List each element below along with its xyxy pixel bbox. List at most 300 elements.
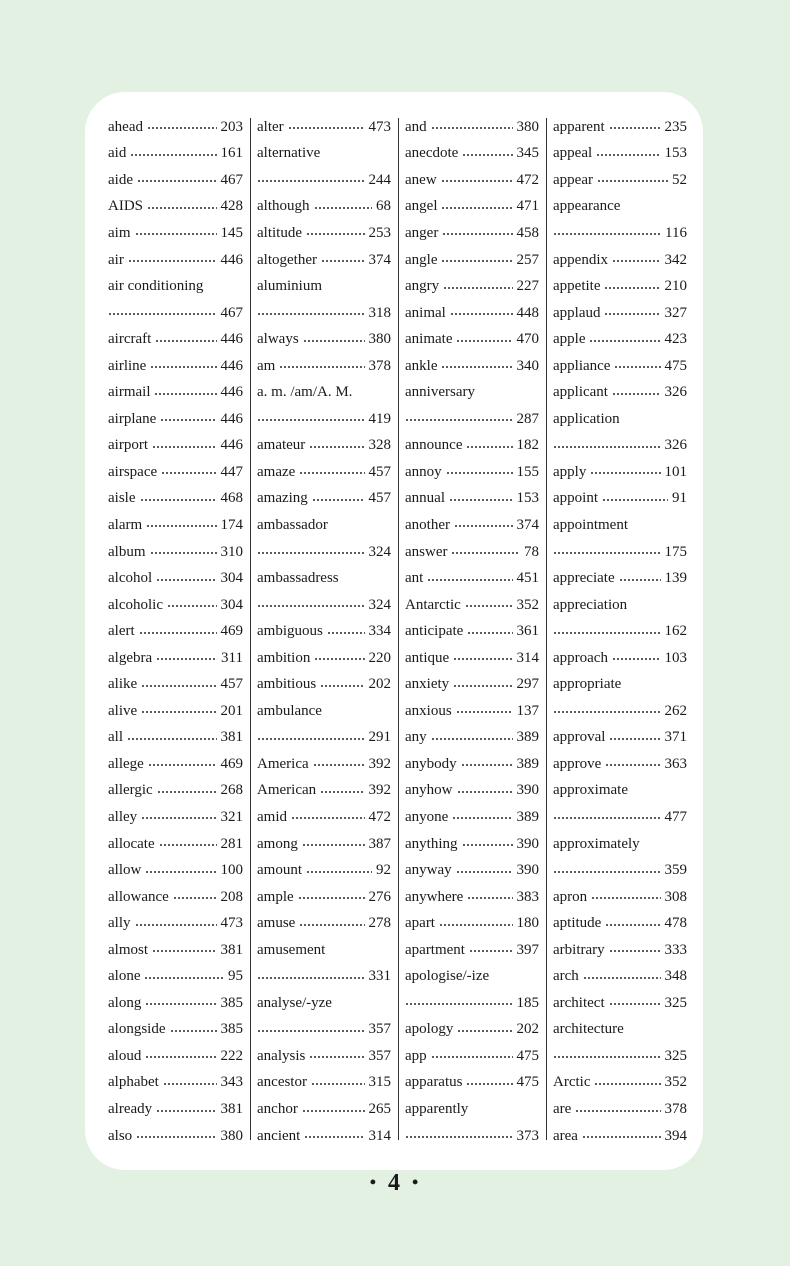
index-entry xyxy=(108,406,243,433)
entry-page-number: 469 xyxy=(220,755,243,772)
entry-page-number: 331 xyxy=(368,968,391,985)
entry-word: appearance xyxy=(553,198,621,215)
entry-page-number: 457 xyxy=(368,490,391,507)
entry-page-number: 385 xyxy=(220,994,243,1011)
entry-page-number: 153 xyxy=(516,490,539,507)
index-entry xyxy=(257,592,391,619)
index-entry xyxy=(108,1043,243,1070)
entry-word: appreciation xyxy=(553,596,628,613)
entry-page-number: 348 xyxy=(664,968,687,985)
dot-leader xyxy=(451,552,520,554)
entry-word: another xyxy=(405,516,450,533)
dot-leader xyxy=(461,764,513,766)
index-entry xyxy=(405,1070,539,1097)
dot-leader xyxy=(612,393,661,395)
entry-page-number: 373 xyxy=(516,1127,539,1144)
entry-page-number: 333 xyxy=(664,941,687,958)
entry-word: appetite xyxy=(553,278,601,295)
entry-word: American xyxy=(257,782,317,799)
entry-word: always xyxy=(257,331,299,348)
entry-page-number: 208 xyxy=(220,888,243,905)
entry-word: apart xyxy=(405,915,435,932)
dot-leader xyxy=(156,1110,216,1112)
entry-word: ant xyxy=(405,570,424,587)
index-entry xyxy=(108,857,243,884)
index-entry xyxy=(405,884,539,911)
index-entry xyxy=(405,539,539,566)
entry-page-number: 363 xyxy=(664,755,687,772)
index-entry xyxy=(553,512,687,539)
dot-leader xyxy=(605,924,660,926)
page-number-footer xyxy=(0,1170,790,1197)
dot-leader xyxy=(139,632,217,634)
index-entry xyxy=(108,964,243,991)
entry-word: appeal xyxy=(553,145,593,162)
index-entry xyxy=(257,486,391,513)
entry-word: analyse/-yze xyxy=(257,994,332,1011)
index-entry xyxy=(553,1070,687,1097)
entry-word: alone xyxy=(108,968,141,985)
entry-page-number: 318 xyxy=(368,304,391,321)
dot-leader xyxy=(147,207,216,209)
dot-leader xyxy=(141,817,216,819)
index-entry xyxy=(108,884,243,911)
entry-page-number: 202 xyxy=(516,1021,539,1038)
index-column-2 xyxy=(250,114,398,1149)
dot-leader xyxy=(609,1003,661,1005)
index-entry xyxy=(553,964,687,991)
index-entry xyxy=(257,751,391,778)
index-entry xyxy=(108,141,243,168)
entry-word: alive xyxy=(108,702,138,719)
dot-leader xyxy=(441,366,512,368)
entry-word: and xyxy=(405,118,427,135)
entry-word: ambulance xyxy=(257,702,322,719)
dot-leader xyxy=(605,764,660,766)
index-entry xyxy=(108,433,243,460)
entry-page-number: 374 xyxy=(368,251,391,268)
dot-leader xyxy=(575,1110,660,1112)
entry-page-number: 310 xyxy=(220,543,243,560)
dot-leader xyxy=(128,260,217,262)
dot-leader xyxy=(309,446,364,448)
entry-word: amusement xyxy=(257,941,326,958)
index-columns xyxy=(102,114,698,1149)
dot-leader xyxy=(141,711,216,713)
entry-page-number: 475 xyxy=(516,1074,539,1091)
entry-page-number: 352 xyxy=(516,596,539,613)
entry-word: already xyxy=(108,1101,153,1117)
entry-word: antique xyxy=(405,649,450,666)
entry-word: America xyxy=(257,755,309,772)
index-entry xyxy=(553,565,687,592)
index-entry xyxy=(257,194,391,221)
bullet-left-icon: • xyxy=(369,1172,378,1192)
entry-page-number: 262 xyxy=(664,702,687,719)
dot-leader xyxy=(302,844,365,846)
entry-page-number: 392 xyxy=(368,755,391,772)
entry-page-number: 324 xyxy=(368,543,391,560)
entry-word: algebra xyxy=(108,649,153,666)
entry-word: allege xyxy=(108,755,144,772)
index-entry xyxy=(257,645,391,672)
entry-word: apparent xyxy=(553,118,605,135)
dot-leader xyxy=(457,791,513,793)
index-entry xyxy=(257,141,391,168)
entry-page-number: 473 xyxy=(368,118,391,135)
entry-word: apartment xyxy=(405,941,465,958)
entry-word: allow xyxy=(108,862,142,879)
entry-word: ankle xyxy=(405,357,438,374)
index-entry xyxy=(405,486,539,513)
dot-leader xyxy=(619,579,661,581)
entry-word: anyhow xyxy=(405,782,453,799)
entry-page-number: 116 xyxy=(665,224,687,241)
index-entry xyxy=(405,937,539,964)
entry-page-number: 103 xyxy=(664,649,687,666)
entry-page-number: 457 xyxy=(220,676,243,693)
index-entry xyxy=(108,725,243,752)
entry-page-number: 381 xyxy=(220,1101,243,1117)
index-entry xyxy=(405,751,539,778)
index-entry xyxy=(108,645,243,672)
dot-leader xyxy=(443,287,512,289)
entry-word: animate xyxy=(405,331,453,348)
entry-word: alike xyxy=(108,676,138,693)
dot-leader xyxy=(591,897,660,899)
entry-page-number: 95 xyxy=(228,968,243,985)
dot-leader xyxy=(155,340,216,342)
entry-page-number: 446 xyxy=(220,437,243,454)
dot-leader xyxy=(442,233,512,235)
dot-leader xyxy=(157,791,217,793)
index-entry xyxy=(108,1123,243,1150)
index-entry xyxy=(108,778,243,805)
index-entry xyxy=(553,1017,687,1044)
entry-page-number: 390 xyxy=(516,782,539,799)
index-entry xyxy=(108,379,243,406)
index-entry xyxy=(553,114,687,141)
dot-leader xyxy=(257,605,365,607)
entry-page-number: 457 xyxy=(368,463,391,480)
index-entry xyxy=(405,247,539,274)
index-entry xyxy=(405,592,539,619)
index-entry xyxy=(405,831,539,858)
entry-word: all xyxy=(108,729,123,746)
entry-word: ancient xyxy=(257,1127,301,1144)
entry-word: alphabet xyxy=(108,1074,159,1091)
entry-word: also xyxy=(108,1127,133,1144)
dot-leader xyxy=(589,340,660,342)
dot-leader xyxy=(152,446,217,448)
entry-page-number: 477 xyxy=(664,808,687,825)
entry-page-number: 446 xyxy=(220,251,243,268)
index-entry xyxy=(405,141,539,168)
entry-page-number: 394 xyxy=(664,1127,687,1144)
dot-leader xyxy=(279,366,364,368)
dot-leader xyxy=(312,499,365,501)
entry-page-number: 315 xyxy=(368,1074,391,1091)
dot-leader xyxy=(553,233,661,235)
index-entry xyxy=(553,141,687,168)
index-entry xyxy=(257,1123,391,1150)
entry-word: arch xyxy=(553,968,579,985)
dot-leader xyxy=(313,764,365,766)
entry-word: aluminium xyxy=(257,278,322,295)
index-entry xyxy=(553,1096,687,1123)
index-entry xyxy=(405,300,539,327)
entry-page-number: 469 xyxy=(220,623,243,640)
index-entry xyxy=(108,592,243,619)
entry-page-number: 419 xyxy=(368,410,391,427)
index-entry xyxy=(405,618,539,645)
index-entry xyxy=(257,778,391,805)
entry-page-number: 380 xyxy=(220,1127,243,1144)
entry-page-number: 471 xyxy=(516,198,539,215)
entry-word: air conditioning xyxy=(108,278,204,295)
dot-leader xyxy=(144,977,224,979)
dot-leader xyxy=(452,817,512,819)
entry-word: a. m. /am/A. M. xyxy=(257,384,353,401)
entry-page-number: 175 xyxy=(664,543,687,560)
entry-word: anxious xyxy=(405,702,452,719)
index-entry xyxy=(405,1123,539,1150)
index-entry xyxy=(405,194,539,221)
entry-word: along xyxy=(108,994,142,1011)
dot-leader xyxy=(405,1136,513,1138)
entry-page-number: 446 xyxy=(220,357,243,374)
dot-leader xyxy=(614,366,660,368)
dot-leader xyxy=(145,871,216,873)
entry-word: applicant xyxy=(553,384,608,401)
entry-page-number: 210 xyxy=(664,278,687,295)
entry-page-number: 326 xyxy=(664,384,687,401)
entry-word: anticipate xyxy=(405,623,464,640)
index-entry xyxy=(108,671,243,698)
entry-word: amaze xyxy=(257,463,296,480)
entry-page-number: 342 xyxy=(664,251,687,268)
index-entry xyxy=(405,433,539,460)
entry-word: apple xyxy=(553,331,586,348)
dot-leader xyxy=(150,366,216,368)
dot-leader xyxy=(553,871,661,873)
dot-leader xyxy=(299,924,364,926)
index-entry xyxy=(108,247,243,274)
entry-page-number: 380 xyxy=(516,118,539,135)
entry-word: altogether xyxy=(257,251,317,268)
entry-word: ambassador xyxy=(257,516,328,533)
entry-word: apparatus xyxy=(405,1074,463,1091)
entry-page-number: 314 xyxy=(368,1127,391,1144)
entry-word: amateur xyxy=(257,437,306,454)
page-number: 4 xyxy=(388,1170,402,1196)
entry-page-number: 381 xyxy=(220,729,243,746)
dot-leader xyxy=(156,579,216,581)
dot-leader xyxy=(135,924,217,926)
entry-word: applaud xyxy=(553,304,601,321)
entry-word: angry xyxy=(405,278,440,295)
entry-word: aim xyxy=(108,224,131,241)
dot-leader xyxy=(449,499,513,501)
entry-word: apologise/-ize xyxy=(405,968,490,985)
dot-leader xyxy=(453,658,512,660)
index-entry xyxy=(257,990,391,1017)
entry-page-number: 448 xyxy=(516,304,539,321)
entry-word: annual xyxy=(405,490,445,507)
index-entry xyxy=(108,539,243,566)
index-entry xyxy=(257,1096,391,1123)
dot-leader xyxy=(140,499,217,501)
index-entry xyxy=(405,353,539,380)
entry-word: app xyxy=(405,1047,427,1064)
index-entry xyxy=(405,1017,539,1044)
entry-word: anywhere xyxy=(405,888,464,905)
dot-leader xyxy=(450,313,513,315)
dot-leader xyxy=(405,419,513,421)
dot-leader xyxy=(148,764,217,766)
index-entry xyxy=(257,1043,391,1070)
entry-page-number: 478 xyxy=(664,915,687,932)
index-entry xyxy=(553,751,687,778)
dot-leader xyxy=(431,738,513,740)
dot-leader xyxy=(257,738,365,740)
entry-page-number: 389 xyxy=(516,808,539,825)
index-entry xyxy=(108,300,243,327)
index-entry xyxy=(553,857,687,884)
entry-word: amid xyxy=(257,808,287,825)
entry-word: approximate xyxy=(553,782,628,799)
entry-page-number: 325 xyxy=(664,994,687,1011)
dot-leader xyxy=(170,1030,217,1032)
index-entry xyxy=(405,379,539,406)
entry-page-number: 378 xyxy=(664,1101,687,1117)
index-entry xyxy=(257,618,391,645)
entry-word: apron xyxy=(553,888,588,905)
entry-page-number: 308 xyxy=(664,888,687,905)
entry-word: amuse xyxy=(257,915,296,932)
entry-word: arbitrary xyxy=(553,941,605,958)
entry-word: anyway xyxy=(405,862,452,879)
dot-leader xyxy=(439,924,513,926)
entry-page-number: 357 xyxy=(368,1047,391,1064)
entry-page-number: 423 xyxy=(664,331,687,348)
dot-leader xyxy=(298,897,365,899)
entry-page-number: 68 xyxy=(376,198,391,215)
dot-leader xyxy=(553,1056,661,1058)
index-entry xyxy=(553,937,687,964)
entry-word: airline xyxy=(108,357,147,374)
entry-word: alley xyxy=(108,808,138,825)
entry-page-number: 361 xyxy=(516,623,539,640)
index-entry xyxy=(108,804,243,831)
entry-word: alarm xyxy=(108,516,143,533)
entry-word: amount xyxy=(257,862,302,879)
entry-page-number: 378 xyxy=(368,357,391,374)
entry-page-number: 180 xyxy=(516,915,539,932)
index-entry xyxy=(553,300,687,327)
entry-word: appointment xyxy=(553,516,628,533)
entry-page-number: 257 xyxy=(516,251,539,268)
entry-page-number: 352 xyxy=(664,1074,687,1091)
entry-word: apology xyxy=(405,1021,454,1038)
entry-word: apparently xyxy=(405,1101,469,1117)
index-entry xyxy=(257,1070,391,1097)
index-entry xyxy=(108,326,243,353)
index-entry xyxy=(257,698,391,725)
dot-leader xyxy=(456,340,512,342)
index-entry xyxy=(553,539,687,566)
entry-word: aloud xyxy=(108,1047,142,1064)
dot-leader xyxy=(427,579,512,581)
entry-page-number: 446 xyxy=(220,331,243,348)
dot-leader xyxy=(303,340,365,342)
dot-leader xyxy=(609,127,661,129)
entry-page-number: 185 xyxy=(516,994,539,1011)
entry-page-number: 428 xyxy=(220,198,243,215)
entry-word: among xyxy=(257,835,298,852)
entry-word: appropriate xyxy=(553,676,622,693)
index-entry xyxy=(108,194,243,221)
index-entry xyxy=(553,353,687,380)
index-entry xyxy=(405,326,539,353)
entry-word: analysis xyxy=(257,1047,306,1064)
entry-word: animal xyxy=(405,304,446,321)
entry-word: appoint xyxy=(553,490,598,507)
entry-page-number: 446 xyxy=(220,384,243,401)
entry-page-number: 357 xyxy=(368,1021,391,1038)
entry-word: ancestor xyxy=(257,1074,307,1091)
dot-leader xyxy=(553,817,661,819)
entry-word: aptitude xyxy=(553,915,602,932)
dot-leader xyxy=(127,738,217,740)
index-entry xyxy=(257,937,391,964)
entry-word: am xyxy=(257,357,276,374)
index-entry xyxy=(405,778,539,805)
index-entry xyxy=(257,671,391,698)
index-entry xyxy=(257,1017,391,1044)
entry-word: ally xyxy=(108,915,131,932)
dot-leader xyxy=(462,844,513,846)
entry-page-number: 324 xyxy=(368,596,391,613)
index-entry xyxy=(553,884,687,911)
dot-leader xyxy=(288,127,365,129)
index-entry xyxy=(257,964,391,991)
dot-leader xyxy=(602,499,668,501)
dot-leader xyxy=(156,658,217,660)
entry-page-number: 244 xyxy=(368,171,391,188)
dot-leader xyxy=(583,977,661,979)
entry-page-number: 385 xyxy=(220,1021,243,1038)
dot-leader xyxy=(257,977,365,979)
entry-word: anyone xyxy=(405,808,449,825)
index-entry xyxy=(405,406,539,433)
index-entry xyxy=(405,114,539,141)
dot-leader xyxy=(462,154,512,156)
entry-word: aircraft xyxy=(108,331,152,348)
entry-page-number: 325 xyxy=(664,1047,687,1064)
entry-word: ambition xyxy=(257,649,311,666)
index-entry xyxy=(108,512,243,539)
entry-page-number: 447 xyxy=(220,463,243,480)
index-entry xyxy=(553,167,687,194)
index-entry xyxy=(553,990,687,1017)
dot-leader xyxy=(311,1083,365,1085)
entry-page-number: 467 xyxy=(220,171,243,188)
entry-page-number: 389 xyxy=(516,729,539,746)
dot-leader xyxy=(594,1083,660,1085)
index-entry xyxy=(405,910,539,937)
entry-page-number: 227 xyxy=(516,278,539,295)
